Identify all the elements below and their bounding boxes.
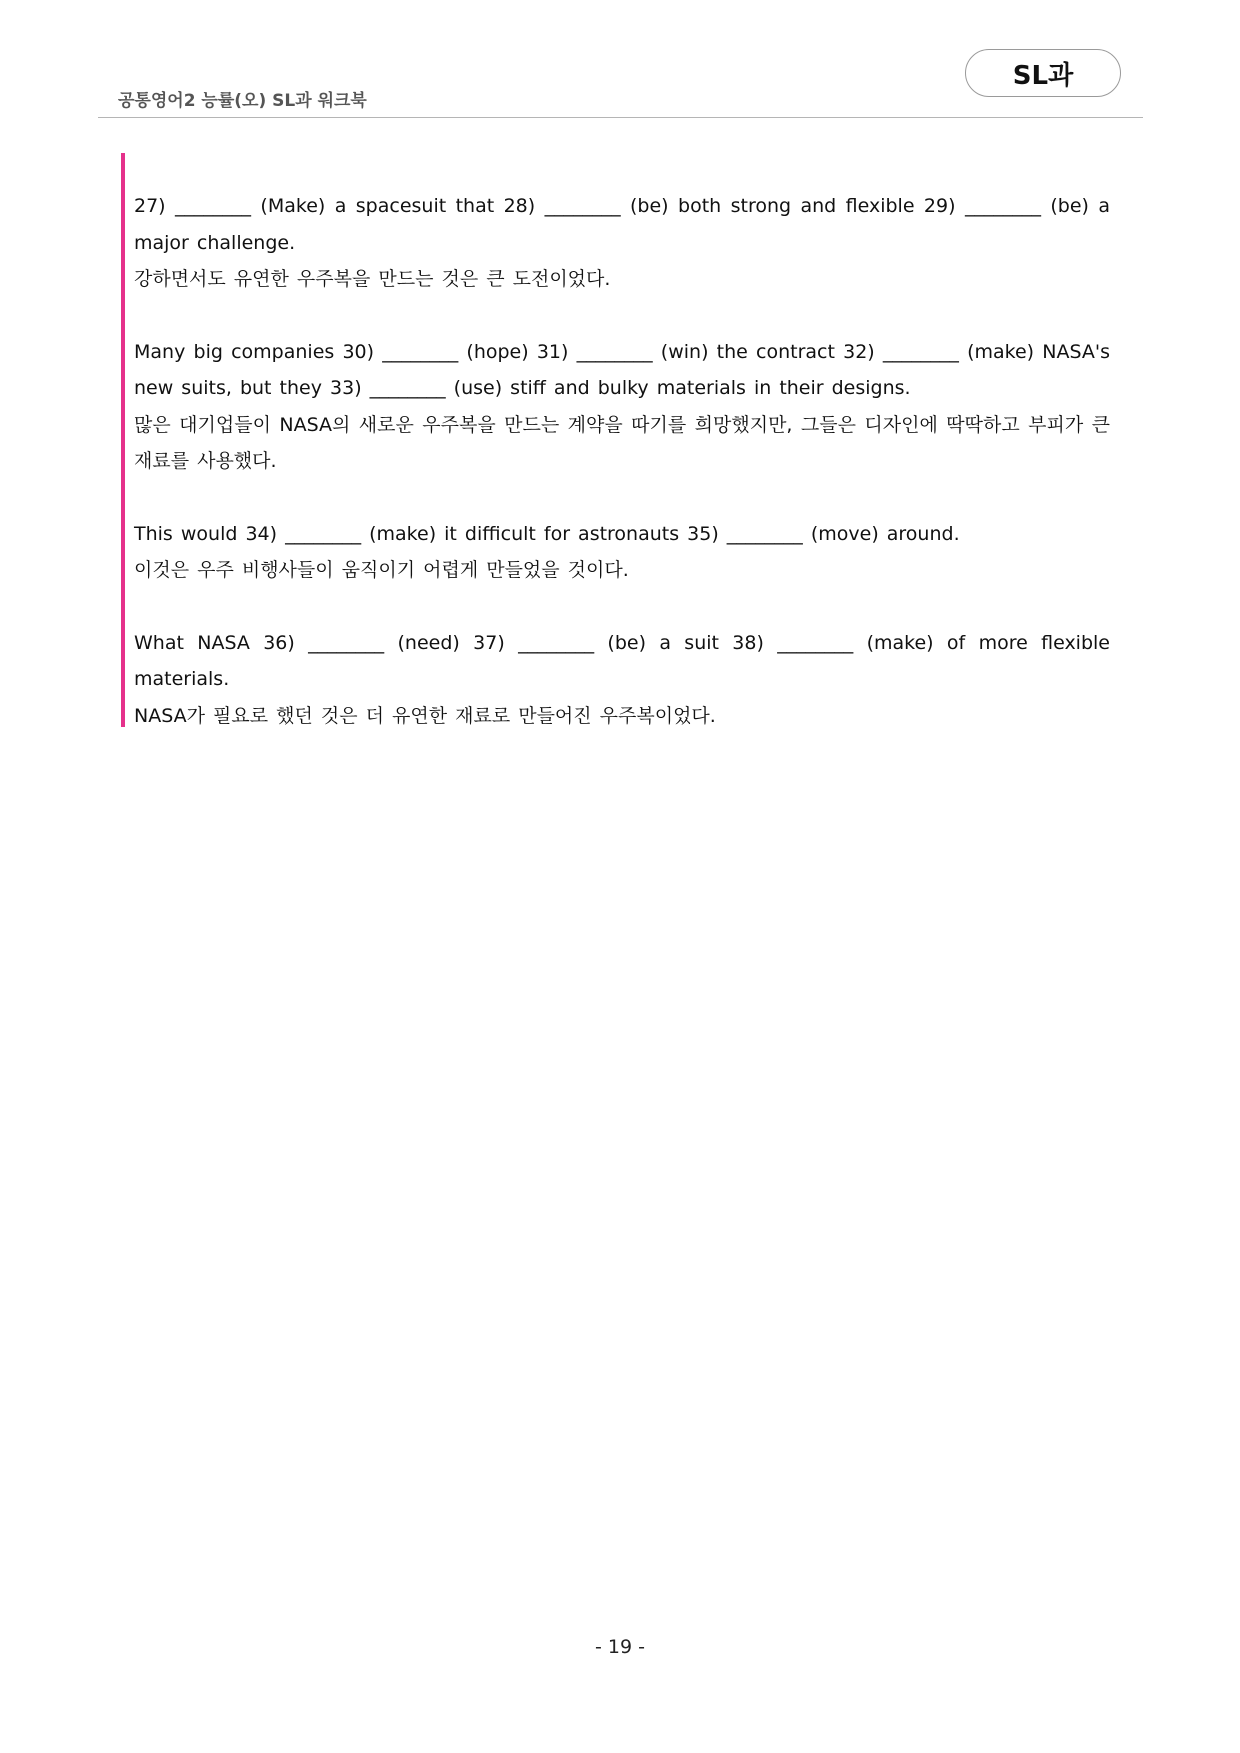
header-divider	[98, 117, 1143, 118]
page-number: - 19 -	[595, 1636, 645, 1658]
korean-translation: 많은 대기업들이 NASA의 새로운 우주복을 만드는 계약을 따기를 희망했지만, 그들은 디자인에 딱딱하고 부피가 큰 재료를 사용했다.	[134, 413, 1110, 472]
korean-translation: NASA가 필요로 했던 것은 더 유연한 재료로 만들어진 우주복이었다.	[134, 704, 716, 727]
english-sentence: 27) ________ (Make) a spacesuit that 28) ________ (be) both strong and flexible 29) ________ (be) a major challenge.	[134, 195, 1110, 254]
exercise-list	[134, 188, 1110, 770]
exercise-item	[134, 188, 1110, 298]
workbook-title: 공통영어2 능률(오) SL과 워크북	[118, 91, 367, 111]
korean-translation: 강하면서도 유연한 우주복을 만드는 것은 큰 도전이었다.	[134, 268, 611, 290]
korean-translation: 이것은 우주 비행사들이 움직이기 어렵게 만들었을 것이다.	[134, 559, 629, 581]
exercise-item	[134, 334, 1110, 480]
english-sentence: What NASA 36) ________ (need) 37) ________ (be) a suit 38) ________ (make) of more flexible materials.	[134, 631, 1110, 690]
english-sentence: Many big companies 30) ________ (hope) 31) ________ (win) the contract 32) ________ (make) NASA's new suits, but they 33) ________ (use) stiff and bulky materials in their designs.	[134, 340, 1110, 399]
lesson-badge: SL과	[965, 49, 1121, 97]
exercise-item	[134, 516, 1110, 589]
english-sentence: This would 34) ________ (make) it difficult for astronauts 35) ________ (move) around.	[134, 522, 960, 545]
exercise-item	[134, 625, 1110, 735]
accent-bar	[121, 153, 125, 727]
